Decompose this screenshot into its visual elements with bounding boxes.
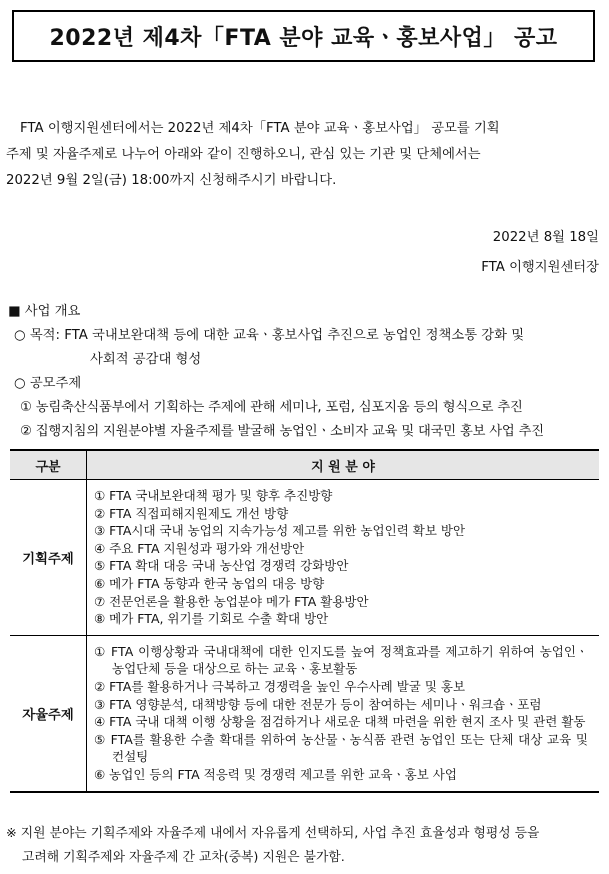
topic-1: ① 농림축산식품부에서 기획하는 주제에 관해 세미나, 포럼, 심포지움 등의 형식으로 추진 (20, 400, 523, 415)
header-support-area: 지 원 분 야 (87, 450, 600, 480)
list-item: ④ 주요 FTA 지원성과 평가와 개선방안 (94, 540, 305, 556)
intro-line-1: FTA 이행지원센터에서는 2022년 제4차「FTA 분야 교육ㆍ홍보사업」 공모를 기획 (20, 121, 500, 136)
issuer-name: FTA 이행지원센터장 (481, 260, 599, 275)
support-areas-table (10, 449, 599, 793)
list-item: ④ FTA 국내 대책 이행 상황을 점검하거나 새로운 대책 마련을 위한 현지 조사 및 관련 활동 (94, 714, 586, 730)
overview-heading: ■ 사업 개요 (8, 304, 81, 319)
topics-heading: ○ 공모주제 (14, 376, 82, 391)
footnote-line-2: 고려해 기획주제와 자율주제 간 교차(중복) 지원은 불가함. (22, 850, 345, 865)
list-item: ⑥ 농업인 등의 FTA 적응력 및 경쟁력 제고를 위한 교육ㆍ홍보 사업 (94, 766, 457, 782)
list-item: ③ FTA시대 국내 농업의 지속가능성 제고를 위한 농업인력 확보 방안 (94, 523, 466, 539)
list-item: ① FTA 국내보완대책 평가 및 향후 추진방향 (94, 488, 333, 503)
table-row (10, 635, 599, 791)
header-category: 구분 (10, 450, 87, 480)
footnote-line-1: ※ 지원 분야는 기획주제와 자율주제 내에서 자유롭게 선택하되, 사업 추진 효율성과 형평성 등을 (6, 826, 540, 841)
list-item: ⑧ 메가 FTA, 위기를 기회로 수출 확대 방안 (94, 611, 329, 627)
footnote (6, 822, 598, 870)
list-item: ⑤ FTA를 활용한 수출 확대를 위하여 농산물ㆍ농식품 관련 농업인 또는 단체 대상 교육 및 컨설팅 (94, 731, 588, 765)
planned-items (87, 480, 600, 636)
list-item: ① FTA 이행상황과 국내대책에 대한 인지도를 높여 정책효과를 제고하기 위하여 농업인ㆍ농업단체 등을 대상으로 하는 교육ㆍ홍보활동 (94, 643, 588, 677)
intro-line-3: 2022년 9월 2일(금) 18:00까지 신청해주시기 바랍니다. (6, 173, 337, 188)
notice-title-text: 2022년 제4차「FTA 분야 교육ㆍ홍보사업」 공고 (49, 25, 558, 51)
purpose-line-2: 사회적 공감대 형성 (90, 352, 202, 367)
list-item: ⑦ 전문언론을 활용한 농업분야 메가 FTA 활용방안 (94, 593, 369, 609)
topic-2: ② 집행지침의 지원분야별 자율주제를 발굴해 농업인ㆍ소비자 교육 및 대국민 홍보 사업 추진 (20, 424, 544, 439)
list-item: ③ FTA 영향분석, 대책방향 등에 대한 전문가 등이 참여하는 세미나ㆍ워크숍ㆍ포럼 (94, 696, 542, 712)
notice-title (12, 10, 595, 62)
list-item: ⑤ FTA 확대 대응 국내 농산업 경쟁력 강화방안 (94, 558, 349, 574)
purpose-line-1: ○ 목적: FTA 국내보완대책 등에 대한 교육ㆍ홍보사업 추진으로 농업인 정책소통 강화 및 (14, 328, 525, 343)
table-row (10, 480, 599, 636)
list-item: ⑥ 메가 FTA 동향과 한국 농업의 대응 방향 (94, 575, 325, 591)
category-planned: 기획주제 (10, 480, 87, 636)
intro-line-2: 주제 및 자율주제로 나누어 아래와 같이 진행하오니, 관심 있는 기관 및 단체에서는 (6, 147, 481, 162)
table-header-row (10, 450, 599, 480)
notice-date: 2022년 8월 18일 (492, 230, 599, 245)
list-item: ② FTA를 활용하거나 극복하고 경쟁력을 높인 우수사례 발굴 및 홍보 (94, 678, 466, 694)
category-free: 자율주제 (10, 635, 87, 791)
intro-paragraph (6, 116, 600, 194)
list-item: ② FTA 직접피해지원제도 개선 방향 (94, 505, 289, 521)
free-items (87, 635, 600, 791)
